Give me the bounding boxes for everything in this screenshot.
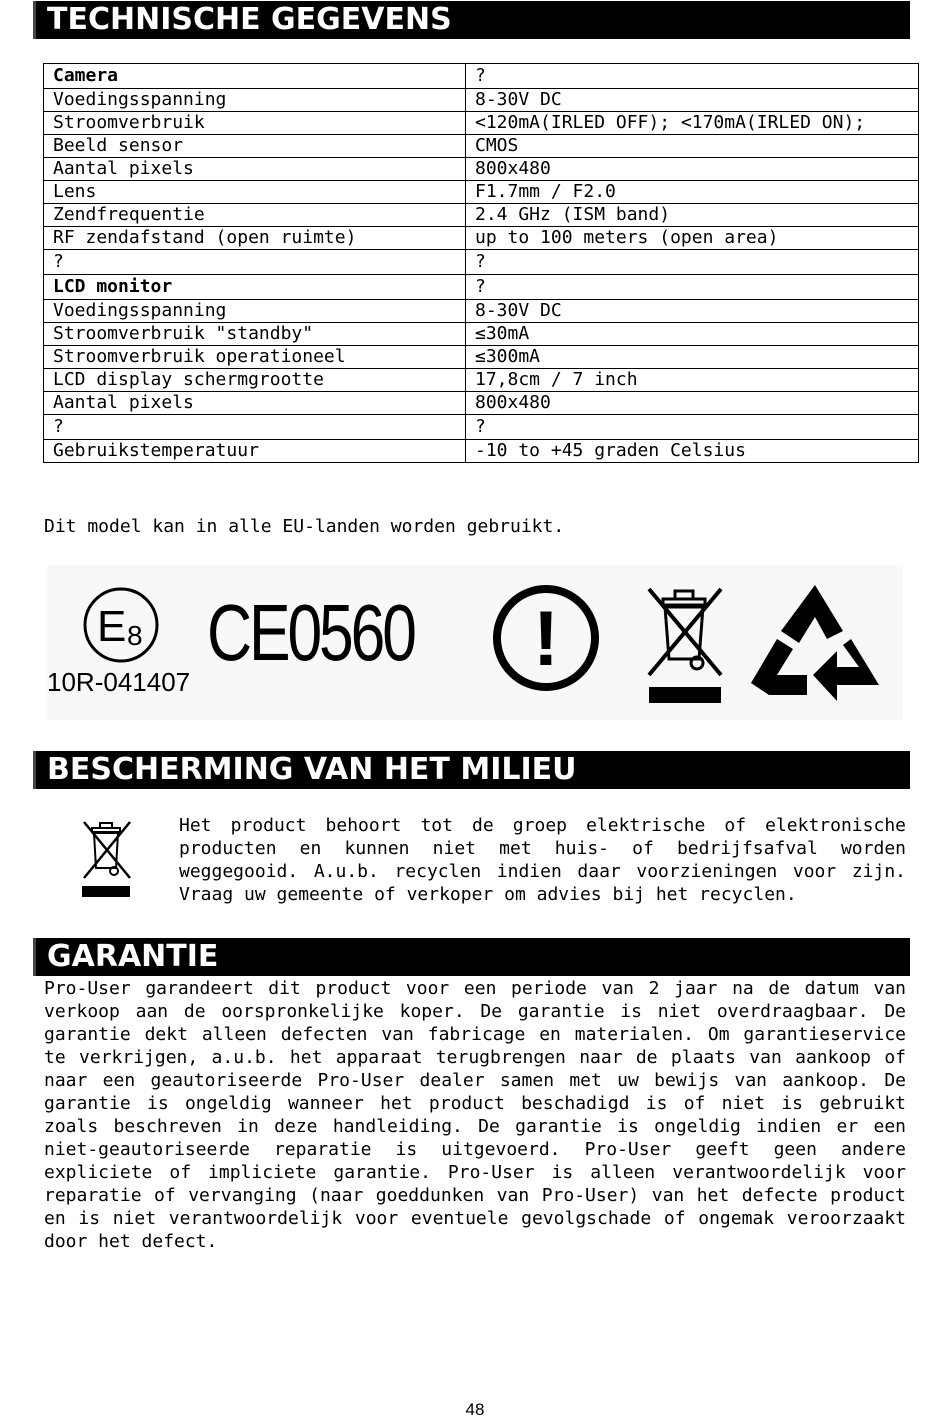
spec-value: -10 to +45 graden Celsius	[466, 440, 919, 463]
spec-label: Gebruikstemperatuur	[44, 440, 466, 463]
spec-label: Camera	[44, 64, 466, 89]
spec-value: F1.7mm / F2.0	[466, 181, 919, 204]
certification-logos	[47, 565, 903, 720]
spec-value: ?	[466, 64, 919, 89]
section-header-environment: BESCHERMING VAN HET MILIEU	[33, 751, 910, 789]
spec-label: Aantal pixels	[44, 392, 466, 415]
environment-text: Het product behoort tot de groep elektrische of elektronische producten en kunnen niet met huis- of bedrijfsafval worden weggegooid. A.u.b. recyclen indien daar voorzieningen voor zijn. Vraag uw gemeente of verkoper om advies bij het recyclen.	[179, 815, 906, 905]
spec-value: ?	[466, 275, 919, 300]
e-mark-number: 8	[127, 620, 143, 651]
spec-label: Stroomverbruik "standby"	[44, 323, 466, 346]
warranty-text: Pro-User garandeert dit product voor een periode van 2 jaar na de datum van verkoop aan de oorspronkelijke koper. De garantie is niet overdraagbaar. De garantie dekt alleen defecten van fabricage en materialen. Om garantieservice te verkrijgen, a.u.b. het apparaat terugbrengen naar de plaats van aankoop of naar een geautoriseerde Pro-User dealer samen met uw bewijs van aankoop. De garantie is ongeldig wanneer het product beschadigd is of niet is gebruikt zoals beschreven in deze handleiding. De garantie is ongeldig indien er een niet-geautoriseerde reparatie is uitgevoerd. Pro-User geeft geen andere expliciete of impliciete garantie. Pro-User is alleen verantwoordelijk voor reparatie of vervanging (naar goeddunken van Pro-User) van het defecte product en is niet verantwoordelijk voor eventuele gevolgschade of ongemak veroorzaakt door het defect.	[44, 978, 906, 1252]
eu-note: Dit model kan in alle EU-landen worden gebruikt.	[44, 516, 565, 537]
table-row	[44, 89, 919, 112]
table-row	[44, 204, 919, 227]
table-row	[44, 181, 919, 204]
spec-value: 8-30V DC	[466, 300, 919, 323]
spec-value: 8-30V DC	[466, 89, 919, 112]
warning-icon	[491, 583, 601, 693]
crossed-bin-icon	[641, 583, 727, 703]
spec-value: 800x480	[466, 392, 919, 415]
spec-label: LCD display schermgrootte	[44, 369, 466, 392]
table-row	[44, 300, 919, 323]
spec-label: Stroomverbruik operationeel	[44, 346, 466, 369]
table-row	[44, 64, 919, 89]
ce-mark-number: 0560	[287, 588, 414, 677]
table-row	[44, 392, 919, 415]
spec-label: ?	[44, 415, 466, 440]
warning-symbol: !	[533, 594, 559, 682]
spec-value: ≤30mA	[466, 323, 919, 346]
spec-label: LCD monitor	[44, 275, 466, 300]
table-row	[44, 227, 919, 250]
spec-label: Aantal pixels	[44, 158, 466, 181]
table-row	[44, 275, 919, 300]
spec-value: ?	[466, 250, 919, 275]
e-mark-code: 10R-041407	[47, 667, 191, 697]
spec-value: ≤300mA	[466, 346, 919, 369]
spec-label: Lens	[44, 181, 466, 204]
table-row	[44, 369, 919, 392]
spec-label: RF zendafstand (open ruimte)	[44, 227, 466, 250]
table-row	[44, 250, 919, 275]
section-header-technical-data: TECHNISCHE GEGEVENS	[33, 1, 910, 39]
table-row	[44, 112, 919, 135]
table-row	[44, 158, 919, 181]
spec-value: 2.4 GHz (ISM band)	[466, 204, 919, 227]
spec-label: Stroomverbruik	[44, 112, 466, 135]
spec-label: Beeld sensor	[44, 135, 466, 158]
e-mark-icon	[81, 585, 161, 665]
crossed-bin-icon-small	[78, 818, 134, 900]
table-row	[44, 440, 919, 463]
spec-value: CMOS	[466, 135, 919, 158]
spec-value: up to 100 meters (open area)	[466, 227, 919, 250]
spec-label: ?	[44, 250, 466, 275]
spec-label: Voedingsspanning	[44, 300, 466, 323]
recycle-icon	[747, 579, 883, 707]
table-row	[44, 323, 919, 346]
e-mark-letter: E	[97, 602, 127, 651]
spec-table	[43, 63, 919, 463]
section-header-warranty: GARANTIE	[33, 938, 910, 976]
spec-value: 800x480	[466, 158, 919, 181]
table-row	[44, 415, 919, 440]
page-number: 48	[465, 1400, 485, 1419]
ce-mark-letters: CE	[207, 588, 288, 677]
spec-value: 17,8cm / 7 inch	[466, 369, 919, 392]
spec-value: ?	[466, 415, 919, 440]
table-row	[44, 346, 919, 369]
spec-value: <120mA(IRLED OFF); <170mA(IRLED ON);	[466, 112, 919, 135]
table-row	[44, 135, 919, 158]
spec-label: Voedingsspanning	[44, 89, 466, 112]
ce-mark	[207, 588, 414, 677]
spec-label: Zendfrequentie	[44, 204, 466, 227]
